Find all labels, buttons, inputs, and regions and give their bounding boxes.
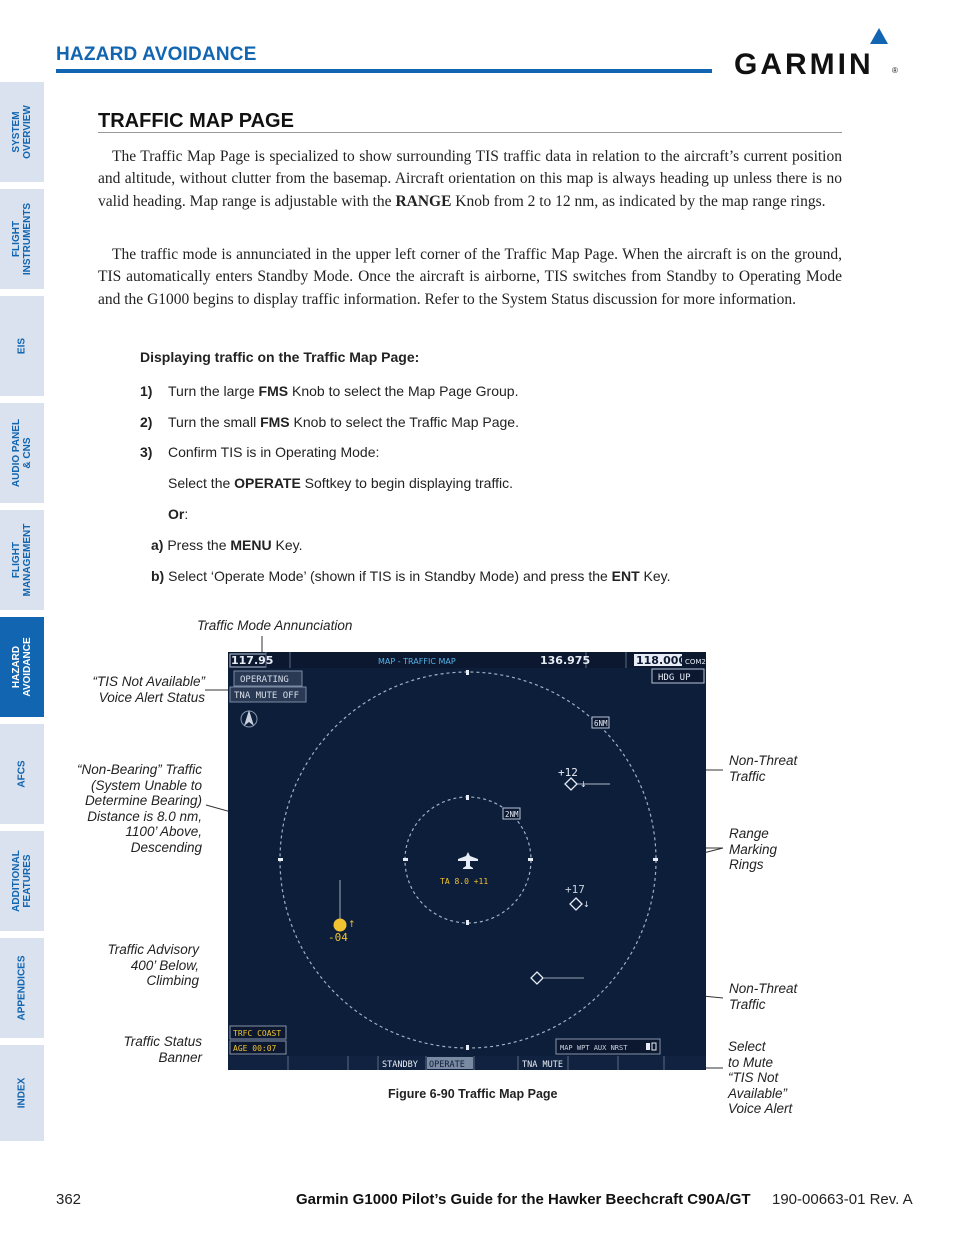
climbing-arrow-icon: ↑ bbox=[348, 920, 356, 930]
callout-line: Voice Alert Status bbox=[98, 689, 205, 705]
callout-line: Traffic bbox=[729, 768, 766, 784]
callout-line: Available” bbox=[728, 1085, 788, 1101]
callout-traffic-advisory bbox=[40, 942, 199, 989]
section-title: TRAFFIC MAP PAGE bbox=[98, 110, 294, 132]
page-title: MAP - TRAFFIC MAP bbox=[378, 657, 456, 666]
step-number: 3) bbox=[140, 444, 153, 460]
page-number: 362 bbox=[56, 1191, 82, 1208]
non-threat-diamond-upper-icon bbox=[565, 778, 577, 790]
key-name: FMS bbox=[260, 414, 290, 430]
tab-label: INSTRUMENTS bbox=[22, 202, 33, 276]
section-header: HAZARD AVOIDANCE bbox=[56, 44, 257, 65]
softkey-standby: STANDBY bbox=[382, 1060, 418, 1070]
key-name: OPERATE bbox=[234, 475, 301, 491]
callout-status-banner bbox=[40, 1034, 202, 1065]
com-standby-frequency: 136.975 bbox=[540, 654, 591, 667]
callout-line: to Mute bbox=[728, 1054, 774, 1070]
callout-line: Traffic Advisory bbox=[107, 942, 199, 957]
callout-range-rings bbox=[729, 826, 777, 873]
callout-line: Traffic Status bbox=[123, 1034, 202, 1049]
tab-label: MANAGEMENT bbox=[22, 523, 33, 597]
traffic-altitude-right: +17 bbox=[565, 883, 585, 896]
callout-line: “Non-Bearing” Traffic bbox=[76, 762, 202, 777]
callout-line: Marking bbox=[729, 841, 778, 857]
step-text: Turn the small bbox=[168, 414, 261, 430]
callout-non-threat-2 bbox=[729, 981, 797, 1012]
step-text: Knob to select the Traffic Map Page. bbox=[289, 414, 519, 430]
callout-line: Climbing bbox=[146, 973, 199, 988]
callout-line: 400’ Below, bbox=[130, 957, 199, 973]
tab-label: APPENDICES bbox=[16, 955, 28, 1021]
orientation-text: HDG UP bbox=[658, 673, 691, 683]
key-name: MENU bbox=[230, 537, 272, 553]
callout-line: (System Unable to bbox=[90, 777, 202, 793]
tab-label: AVOIDANCE bbox=[22, 637, 33, 697]
tab-label: FLIGHT bbox=[11, 541, 22, 579]
tab-label: FLIGHT bbox=[11, 220, 22, 258]
inner-range-label: 2NM bbox=[505, 810, 519, 819]
callout-line: “TIS Not bbox=[728, 1070, 779, 1085]
registered-mark: ® bbox=[892, 66, 898, 75]
traffic-altitude-upper: +12 bbox=[558, 766, 578, 779]
tab-label: FEATURES bbox=[22, 854, 33, 908]
tab-label: AFCS bbox=[16, 760, 28, 788]
nav-frequency: 117.95 bbox=[231, 654, 274, 667]
own-aircraft-icon bbox=[458, 852, 478, 869]
softkey-tna-mute: TNA MUTE bbox=[522, 1060, 563, 1070]
step-number: 2) bbox=[140, 414, 153, 430]
tab-label: SYSTEM bbox=[11, 111, 22, 153]
descending-arrow-right-icon: ↓ bbox=[583, 900, 590, 909]
tab-label: INDEX bbox=[16, 1077, 28, 1109]
callout-line: Determine Bearing) bbox=[84, 793, 202, 808]
substep-number: a) bbox=[151, 537, 164, 553]
map-group-label: MAP WPT AUX NRST bbox=[560, 1044, 628, 1052]
non-threat-diamond-lower-icon bbox=[531, 972, 543, 984]
softkey-operate: OPERATE bbox=[429, 1060, 465, 1070]
key-name: FMS bbox=[258, 383, 289, 399]
ta-altitude: -04 bbox=[328, 931, 348, 944]
footer-title: Garmin G1000 Pilot’s Guide for the Hawker Beechcraft C90A/GT bbox=[296, 1191, 751, 1208]
traffic-map-svg bbox=[228, 652, 706, 1070]
substep-number: b) bbox=[151, 568, 165, 584]
tab-label: OVERVIEW bbox=[22, 105, 33, 159]
mute-status-text: TNA MUTE OFF bbox=[234, 691, 300, 701]
callout-line: “TIS Not Available” bbox=[92, 674, 205, 689]
callout-line: Descending bbox=[130, 839, 202, 855]
callout-non-threat-1 bbox=[729, 753, 797, 784]
callout-line: Traffic bbox=[729, 996, 766, 1012]
com-label: COM2 bbox=[685, 658, 706, 666]
non-threat-diamond-right-icon bbox=[570, 898, 582, 910]
mode-text: OPERATING bbox=[240, 675, 289, 685]
outer-range-label: 6NM bbox=[594, 719, 608, 728]
para-text: Knob from 2 to 12 nm, as indicated by the map range rings. bbox=[451, 192, 826, 210]
traffic-map-display bbox=[228, 652, 706, 1070]
tab-label: ADDITIONAL bbox=[11, 850, 22, 912]
procedure-title: Displaying traffic on the Traffic Map Page: bbox=[140, 349, 420, 365]
step-text: Key. bbox=[639, 568, 671, 584]
step-text: Press the bbox=[163, 537, 231, 553]
para-text: The Traffic Map Page is specialized to show surrounding TIS traffic data in relation to the aircraft’s current position and altitude, without clutter from the basemap. Aircraft orientation on this map is always heading up unless there is no valid heading. Map range is adjustable with the bbox=[98, 148, 842, 210]
step-text: Key. bbox=[271, 537, 303, 553]
or-colon: : bbox=[184, 506, 189, 522]
north-pointer-icon bbox=[244, 710, 254, 726]
step-text: Turn the large bbox=[168, 383, 259, 399]
callout-line: Select bbox=[728, 1039, 766, 1054]
non-bearing-label: TA 8.0 +11 bbox=[440, 877, 489, 886]
tab-label: AUDIO PANEL bbox=[11, 418, 22, 488]
or-text: Or bbox=[168, 506, 185, 522]
callout-tis-not-available bbox=[40, 674, 205, 705]
tab-label: EIS bbox=[16, 337, 28, 355]
step-text: Knob to select the Map Page Group. bbox=[288, 383, 519, 399]
range-knob-label: RANGE bbox=[395, 192, 452, 210]
paragraph-2: The traffic mode is annunciated in the upper left corner of the Traffic Map Page. When the aircraft is on the ground, TIS automatically enters Standby Mode. Once the aircraft is airborne, TIS switches from Standby to Operating Mode and the G1000 begins to display traffic information. Refer to the System Status discussion for more information. bbox=[98, 246, 842, 308]
figure-caption: Figure 6-90 Traffic Map Page bbox=[388, 1087, 558, 1101]
step-text: Select the bbox=[168, 475, 235, 491]
garmin-logo: GARMIN bbox=[734, 48, 874, 81]
tab-label: & CNS bbox=[22, 437, 33, 469]
step-3-text: Confirm TIS is in Operating Mode: bbox=[168, 444, 380, 460]
callout-mode-annunciation: Traffic Mode Annunciation bbox=[197, 618, 353, 633]
callout-line: Non-Threat bbox=[729, 753, 798, 768]
step-number: 1) bbox=[140, 383, 153, 399]
callout-line: Banner bbox=[158, 1049, 202, 1065]
callout-line: 1100’ Above, bbox=[125, 824, 202, 839]
key-name: ENT bbox=[611, 568, 640, 584]
callout-line: Distance is 8.0 nm, bbox=[87, 808, 202, 824]
banner-line-2: AGE 00:07 bbox=[233, 1044, 277, 1053]
descending-arrow-upper-icon: ↓ bbox=[580, 780, 587, 789]
traffic-advisory-icon bbox=[334, 919, 347, 932]
callout-line: Non-Threat bbox=[729, 981, 798, 996]
callout-line: Rings bbox=[729, 857, 764, 872]
banner-line-1: TRFC COAST bbox=[233, 1029, 282, 1038]
tab-label: HAZARD bbox=[11, 645, 22, 689]
callout-non-bearing bbox=[40, 762, 202, 855]
step-text: Select ‘Operate Mode’ (shown if TIS is in Standby Mode) and press the bbox=[164, 568, 612, 584]
callout-line: Range bbox=[729, 826, 769, 841]
document-number: 190-00663-01 Rev. A bbox=[772, 1191, 913, 1208]
step-text: Softkey to begin displaying traffic. bbox=[300, 475, 513, 491]
com-active-frequency: 118.000 bbox=[636, 654, 687, 667]
callout-line: Voice Alert bbox=[728, 1101, 793, 1116]
page-indicator-icon bbox=[646, 1043, 650, 1050]
callout-mute bbox=[728, 1039, 792, 1117]
